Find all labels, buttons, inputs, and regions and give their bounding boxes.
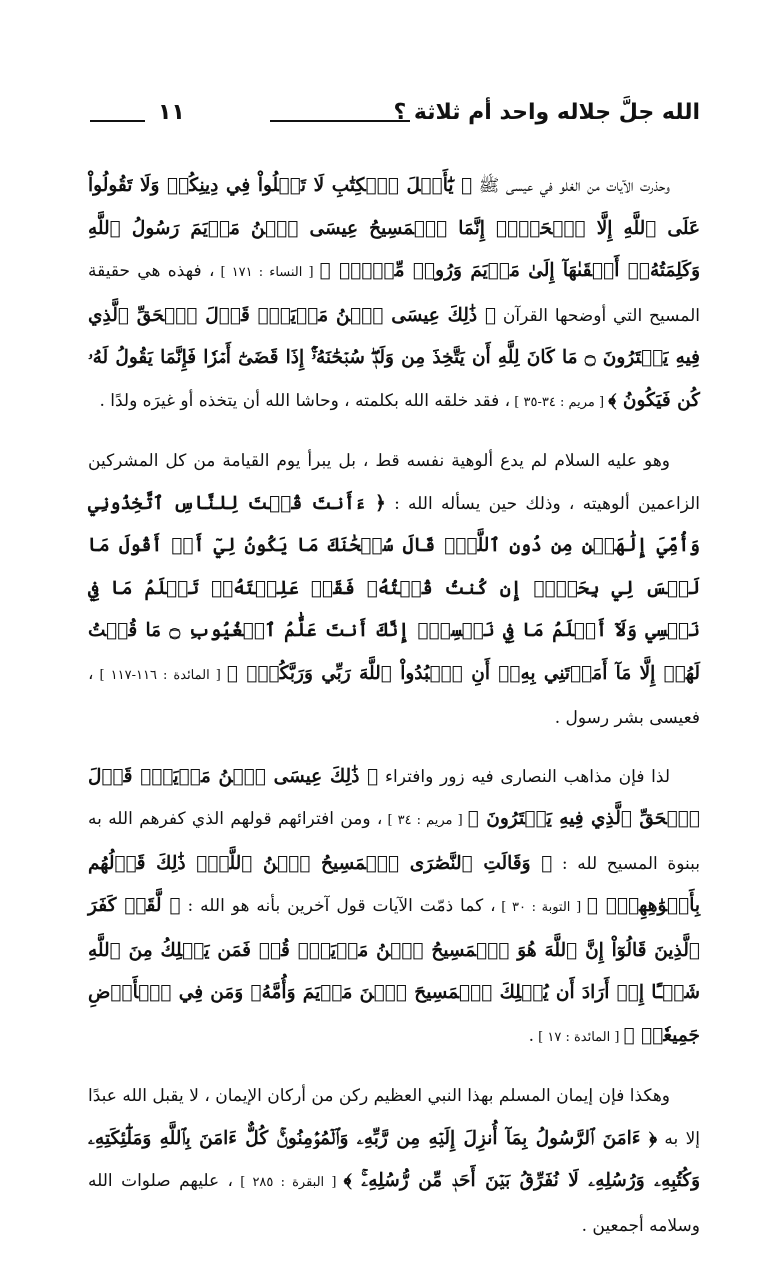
body-text: وهو عليه السلام لم يدع ألوهية نفسه قط ، بل يبرأ يوم القيامة من كل المشركين الزاعمين ألوهيته ، وذلك حين يسأله الله :: [88, 451, 700, 514]
quran-verse: ﴿ ذَٰلِكَ عِيسَى ٱبۡنُ مَرۡيَمَۖ قَوۡلَ ٱلۡحَقِّ ٱلَّذِي فِيهِ يَمۡتَرُونَ ۝ مَا كَانَ لِلَّهِ أَن يَتَّخِذَ مِن وَلَدٖۖ سُبۡحَٰنَهُۥٓۚ إِذَا قَضَىٰٓ أَمۡرٗا فَإِنَّمَا يَقُولُ لَهُۥ كُن فَيَكُونُ ﴾: [88, 304, 701, 411]
header-rule: [90, 120, 145, 122]
body-text: ، عليهم صلوات الله وسلامه أجمعين .: [88, 1171, 700, 1236]
quran-verse: ﴿ يَٰٓأَهۡلَ ٱلۡكِتَٰبِ لَا تَغۡلُواْ فِي دِينِكُمۡ وَلَا تَقُولُواْ عَلَى ٱللَّهِ إِلَّا ٱلۡحَقَّۚ إِنَّمَا ٱلۡمَسِيحُ عِيسَى ٱبۡنُ مَرۡيَمَ رَسُولُ ٱللَّهِ وَكَلِمَتُهُۥٓ أَلۡقَىٰهَآ إِلَىٰ مَرۡيَمَ وَرُوحٞ مِّنۡهُۖ ﴾: [88, 175, 701, 281]
paragraph: [88, 165, 700, 424]
verse-reference: [ التوبة : ٣٠ ]: [495, 900, 587, 915]
quran-verse: ﴿ وَقَالَتِ ٱلنَّصَٰرَى ٱلۡمَسِيحُ ٱبۡنُ ٱللَّهِۖ ذَٰلِكَ قَوۡلُهُم بِأَفۡوَٰهِهِمۡۖ ﴾: [88, 852, 701, 916]
quran-verse: ﴿ ءَامَنَ ٱلرَّسُولُ بِمَآ أُنزِلَ إِلَيۡهِ مِن رَّبِّهِۦ وَٱلۡمُؤۡمِنُونَۚ كُلٌّ ءَامَنَ بِٱللَّهِ وَمَلَٰٓئِكَتِهِۦ وَكُتُبِهِۦ وَرُسُلِهِۦ لَا نُفَرِّقُ بَيۡنَ أَحَدٖ مِّن رُّسُلِهِۦۚ ﴾: [88, 1127, 701, 1191]
verse-reference: [ المائدة : ١٧ ]: [534, 1029, 624, 1045]
verse-reference: [ مريم : ٣٤-٣٥ ]: [510, 394, 609, 410]
quran-verse: ﴿ ذَٰلِكَ عِيسَى ٱبۡنُ مَرۡيَمَۖ قَوۡلَ ٱلۡحَقِّ ٱلَّذِي فِيهِ يَمۡتَرُونَ ﴾: [88, 765, 701, 829]
page-number: ١١: [158, 100, 185, 125]
verse-reference: [ النساء : ١٧١ ]: [214, 265, 320, 280]
body-text: وهكذا فإن إيمان المسلم بهذا النبي العظيم ركن من أركان الإيمان ، لا يقبل الله عبدًا إلا به: [88, 1086, 700, 1149]
body-text: ، كما ذمّت الآيات قول آخرين بأنه هو الله :: [180, 896, 496, 916]
quran-verse: ﴿ ءَأَنتَ قُلۡتَ لِلنَّاسِ ٱتَّخِذُونِي وَأُمِّيَ إِلَٰهَيۡنِ مِن دُونِ ٱللَّهِۖ قَالَ سُبۡحَٰنَكَ مَا يَكُونُ لِيٓ أَنۡ أَقُولَ مَا لَيۡسَ لِي بِحَقٍّۚ إِن كُنتُ قُلۡتُهُۥ فَقَدۡ عَلِمۡتَهُۥۚ تَعۡلَمُ مَا فِي نَفۡسِي وَلَآ أَعۡلَمُ مَا فِي نَفۡسِكَۚ إِنَّكَ أَنتَ عَلَّٰمُ ٱلۡغُيُوبِ ۝ مَا قُلۡتُ لَهُمۡ إِلَّا مَآ أَمَرۡتَنِي بِهِۦٓ أَنِ ٱعۡبُدُواْ ٱللَّهَ رَبِّي وَرَبَّكُمۡۚ ﴾: [88, 492, 701, 684]
body-text: ، فقد خلقه الله بكلمته ، وحاشا الله أن يتخذه أو غيرَه ولدًا .: [99, 390, 511, 411]
page-header: [90, 96, 700, 136]
running-title: الله جلَّ جلاله واحد أم ثلاثة ؟: [393, 100, 700, 125]
body-text: ، فعيسى بشر رسول .: [88, 663, 700, 728]
paragraph: [88, 756, 700, 1060]
verse-reference: [ مريم : ٣٤ ]: [382, 813, 468, 828]
verse-reference: [ البقرة : ٢٨٥ ]: [233, 1175, 344, 1190]
paragraph: [88, 440, 700, 740]
header-rule: [270, 120, 410, 122]
body-text: ، فهذه هي حقيقة المسيح التي أوضحها القرآن: [88, 261, 701, 326]
body-text: .: [528, 1025, 534, 1046]
body-text: وحذرت الآيات من الغلو في عيسى ﷺ: [472, 176, 670, 196]
verse-reference: [ المائدة : ١١٦-١١٧ ]: [93, 667, 227, 683]
page-body: [88, 165, 700, 1263]
paragraph: [88, 1075, 700, 1247]
body-text: لذا فإن مذاهب النصارى فيه زور وافتراء: [378, 766, 671, 787]
body-text: ، ومن افترائهم قولهم الذي كفرهم الله به ببنوة المسيح لله :: [88, 809, 701, 874]
quran-verse: ﴿ لَّقَدۡ كَفَرَ ٱلَّذِينَ قَالُوٓاْ إِنَّ ٱللَّهَ هُوَ ٱلۡمَسِيحُ ٱبۡنُ مَرۡيَمَۚ قُلۡ فَمَن يَمۡلِكُ مِنَ ٱللَّهِ شَيۡـًٔا إِنۡ أَرَادَ أَن يُهۡلِكَ ٱلۡمَسِيحَ ٱبۡنَ مَرۡيَمَ وَأُمَّهُۥ وَمَن فِي ٱلۡأَرۡضِ جَمِيعٗاۗ ﴾: [88, 895, 700, 1046]
